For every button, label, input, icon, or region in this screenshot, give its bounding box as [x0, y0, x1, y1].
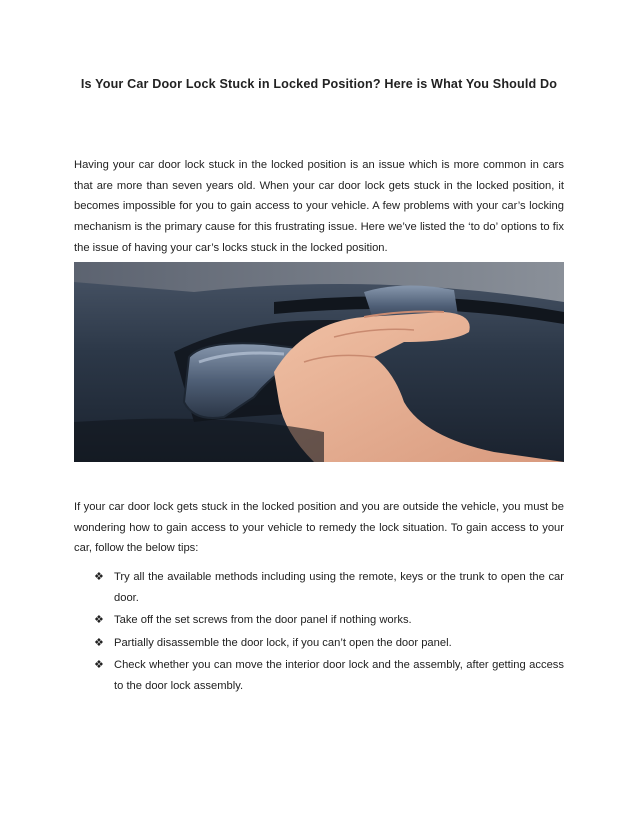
car-door-handle-photo: [74, 262, 564, 462]
diamond-bullet-icon: ❖: [94, 636, 104, 649]
intro-paragraph: Having your car door lock stuck in the locked position is an issue which is more common in cars that are more than seven years old. When your car door lock gets stuck in the locked position, it becomes impossible for you to gain access to your vehicle. A few problems with your car’s locking mechanism is the primary cause for this frustrating issue. Here we’ve listed the ‘to do’ options to fix the issue of having your car’s locks stuck in the locked position.: [74, 159, 564, 254]
page-title: Is Your Car Door Lock Stuck in Locked Position? Here is What You Should Do: [80, 77, 558, 91]
list-item: [94, 633, 564, 654]
instructions-paragraph: If your car door lock gets stuck in the locked position and you are outside the vehicle, you must be wondering how to gain access to your vehicle to remedy the lock situation. To gain access to your car, follow the below tips:: [74, 501, 564, 555]
tips-list: [94, 567, 564, 699]
list-item-text: Check whether you can move the interior door lock and the assembly, after getting access to the door lock assembly.: [114, 659, 564, 692]
list-item: [94, 567, 564, 608]
list-item-text: Take off the set screws from the door panel if nothing works.: [114, 614, 412, 627]
list-item: [94, 610, 564, 631]
diamond-bullet-icon: ❖: [94, 659, 104, 672]
list-item: [94, 655, 564, 696]
list-item-text: Partially disassemble the door lock, if you can’t open the door panel.: [114, 636, 452, 649]
diamond-bullet-icon: ❖: [94, 614, 104, 627]
diamond-bullet-icon: ❖: [94, 571, 104, 583]
list-item-text: Try all the available methods including using the remote, keys or the trunk to open the car door.: [114, 571, 564, 604]
